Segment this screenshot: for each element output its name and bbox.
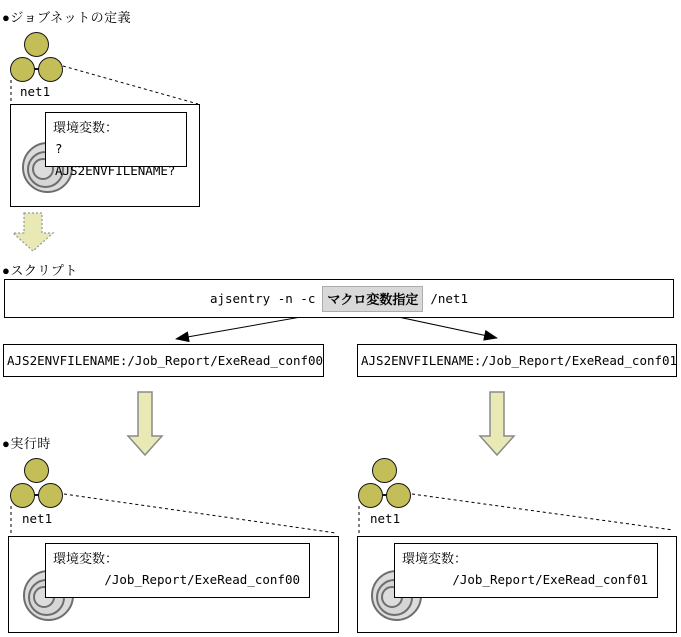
env-file-box-conf00: AJS2ENVFILENAME:/Job_Report/ExeRead_conf00 [3, 344, 324, 377]
section-heading-definition: ●ジョブネットの定義 [2, 10, 132, 25]
down-arrow-conf00 [128, 392, 162, 455]
jobnet-circle [38, 57, 63, 82]
jobnet-icon [10, 32, 63, 82]
jobnet-circle [10, 57, 35, 82]
jobnet-circle [386, 483, 411, 508]
jobnet-circle [10, 483, 35, 508]
section-heading-execution: ●実行時 [2, 436, 51, 451]
env-label: 環境変数： [53, 120, 119, 135]
env-label: 環境変数： [53, 551, 119, 566]
env-label: 環境変数： [402, 551, 468, 566]
section-heading-script: ●スクリプト [2, 263, 78, 278]
command-suffix: /net1 [430, 291, 468, 306]
jobnet-circle [38, 483, 63, 508]
jobnet-circle [358, 483, 383, 508]
execution-env-box-conf00 [45, 543, 310, 598]
env-value: /Job_Report/ExeRead_conf00 [104, 572, 300, 587]
env-value: /Job_Report/ExeRead_conf01 [452, 572, 648, 587]
down-arrow-definition-to-script [13, 213, 53, 251]
definition-env-box [45, 112, 187, 178]
jobnet-circle [24, 458, 49, 483]
env-value: ?AJS2ENVFILENAME? [55, 141, 176, 178]
jobnet-icon [10, 458, 63, 508]
down-arrow-conf01 [480, 392, 514, 455]
env-file-box-conf01: AJS2ENVFILENAME:/Job_Report/ExeRead_conf01 [357, 344, 677, 377]
command-prefix: ajsentry -n -c [209, 291, 316, 306]
jobnet-name-label: net1 [20, 84, 51, 99]
macro-variable-chip: マクロ変数指定 [322, 286, 423, 312]
jobnet-name-label: net1 [22, 511, 53, 526]
jobnet-name-label: net1 [370, 511, 401, 526]
execution-env-box-conf01 [394, 543, 658, 598]
script-command-box [4, 279, 674, 318]
jobnet-icon [358, 458, 411, 508]
jobnet-circle [24, 32, 49, 57]
jobnet-circle [372, 458, 397, 483]
